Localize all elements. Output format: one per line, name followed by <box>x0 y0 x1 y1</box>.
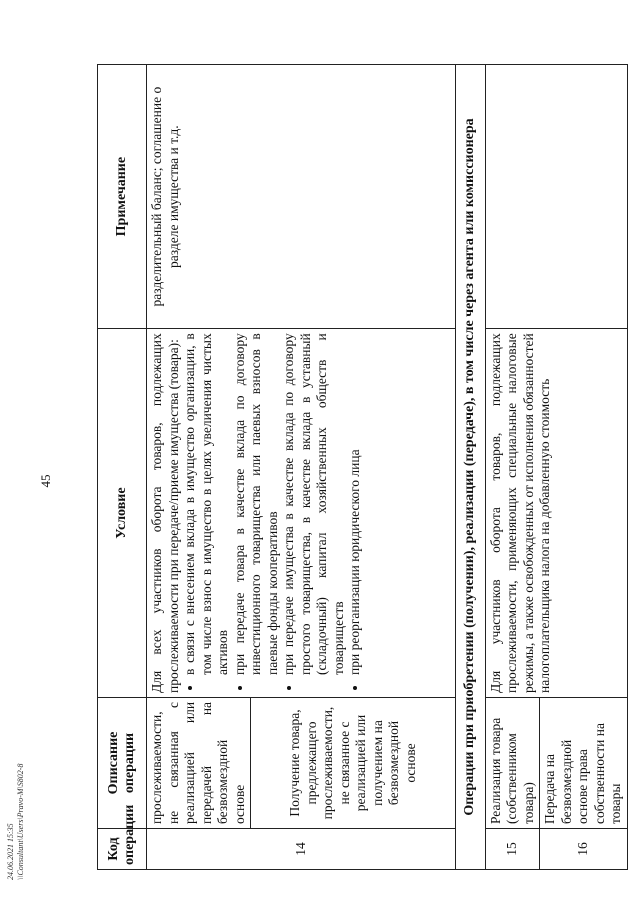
rotated-table-container <box>97 64 623 870</box>
row-15-condition: Для участников оборота товаров, подлежащих прослеживаемости, применяющих специальные налоговые режимы, а также освобожденных от исполнения обязанностей налогоплательщика налога на добавленную стоимость <box>485 329 627 698</box>
row-15-description: Реализация товара (собственником товара) <box>485 697 540 828</box>
row-13-code: 14 <box>147 829 456 870</box>
stamp-date: 24.06.2021 15:35 <box>6 823 15 880</box>
row-13-condition <box>147 329 456 698</box>
section-row <box>456 65 486 870</box>
row-15-note <box>485 65 627 329</box>
row-16-code: 16 <box>540 829 628 870</box>
table-header-row <box>98 65 147 870</box>
document-stamp <box>6 764 26 880</box>
row-13-note: разделительный баланс; соглашение о разделе имущества и т.д. <box>147 65 456 329</box>
section-title: Операции при приобретении (получении), реализации (передаче), в том числе через агента или комиссионера <box>456 65 486 870</box>
row-16-description: Передача на безвозмездной основе права собственности на товары <box>540 697 628 828</box>
header-description: Описание операции <box>98 697 147 828</box>
operations-table <box>97 64 628 870</box>
row-14-condition-list <box>182 333 364 693</box>
row-15-code: 15 <box>485 829 540 870</box>
page-number: 45 <box>38 474 53 488</box>
list-item: • при передаче имущества в качестве вклада по договору простого товарищества, в качестве вклада в уставный (складочный) капитал хозяйственных обществ и товариществ <box>281 333 347 675</box>
row-14-condition-intro: Для всех участников оборота товаров, подлежащих прослеживаемости при передаче/приеме имущества (товара): <box>149 333 181 693</box>
list-item: • в связи с внесением вклада в имущество организации, в том числе взнос в имущество в целях увеличения чистых активов <box>182 333 232 675</box>
table-row <box>485 65 540 870</box>
list-item: • при реорганизации юридического лица <box>347 333 364 675</box>
stamp-path: \\Consultant\Users\Pravo-M\S802-8 <box>16 763 25 880</box>
list-item: • при передаче товара в качестве вклада по договору инвестиционного товарищества или паевых взносов в паевые фонды кооперативов <box>232 333 282 675</box>
row-13-description: прослеживаемости, не связанная с реализацией или передачей на безвозмездной основе <box>147 697 251 828</box>
header-note: Примечание <box>98 65 147 329</box>
table-row <box>147 65 251 870</box>
row-14-description: Получение товара, предлежащего прослеживаемости, не связанное с реализацией или получением на безвозмездной основе <box>251 697 456 828</box>
header-condition: Условие <box>98 329 147 698</box>
header-code: Код операции <box>98 829 147 870</box>
